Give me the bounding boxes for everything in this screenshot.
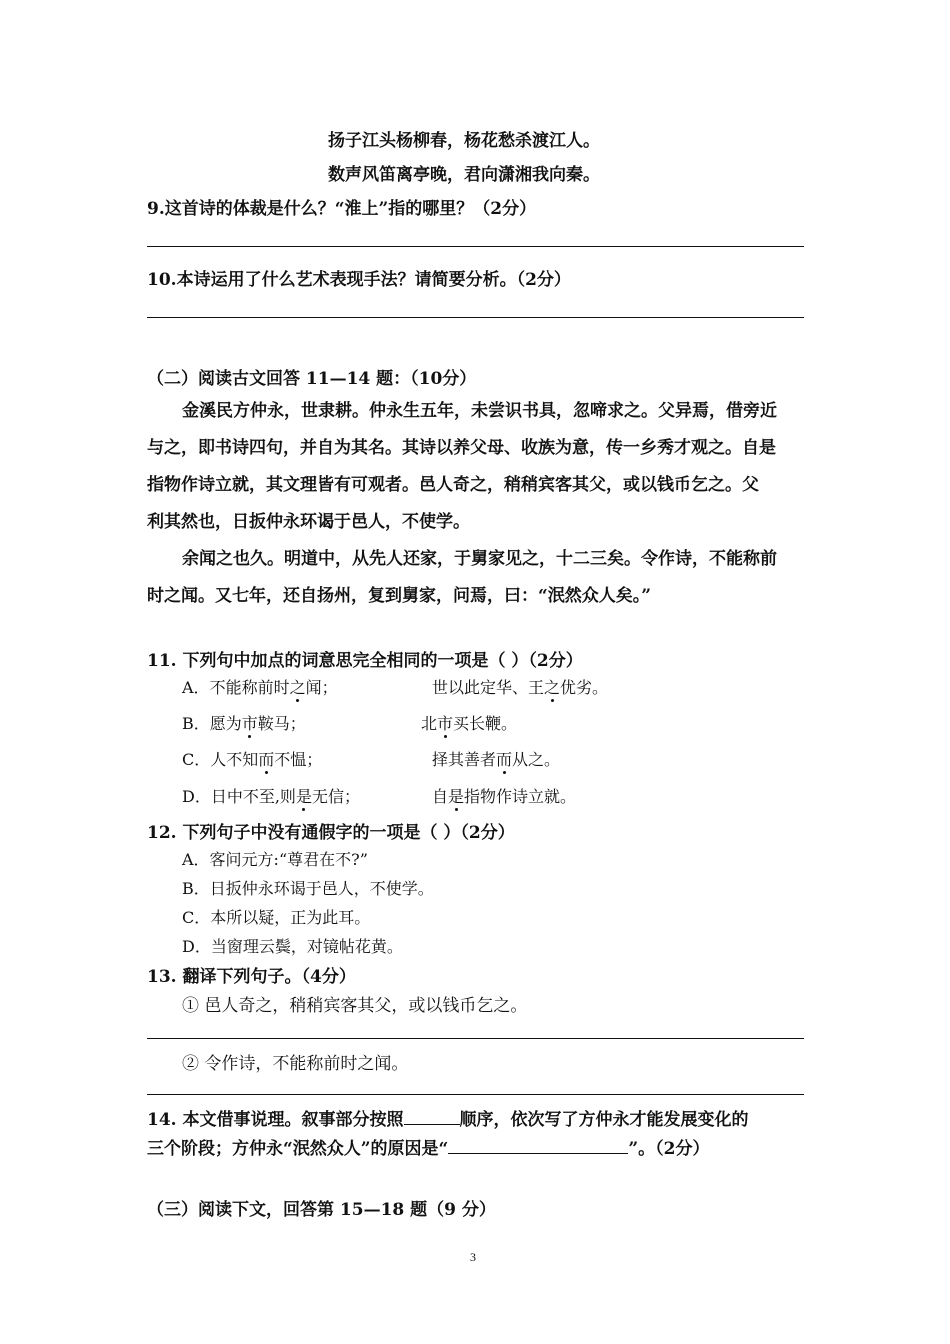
q12-option-b[interactable]: B．日扳仲永环谒于邑人，不使学。 xyxy=(182,879,434,898)
q13-sentence-1: ① 邑人奇之，稍稍宾客其父，或以钱币乞之。 xyxy=(182,996,528,1016)
q11-option-c-right: 择其善者而从之。 xyxy=(432,750,561,769)
poem-line-2: 数声风笛离亭晚，君向潇湘我向秦。 xyxy=(328,165,600,185)
option-label: D． xyxy=(182,787,211,806)
dotted-char: 是 xyxy=(295,787,312,806)
dotted-char: 之 xyxy=(544,678,561,697)
question-13: 13. 翻译下列句子。（4分） xyxy=(147,967,356,987)
dotted-char: 之 xyxy=(289,678,306,697)
question-12: 12. 下列句子中没有通假字的一项是（ ）（2分） xyxy=(147,823,515,843)
passage-line: 余闻之也久。明道中，从先人还家，于舅家见之，十二三矣。令作诗，不能称前 xyxy=(182,549,777,569)
dotted-char: 市 xyxy=(437,714,454,733)
question-10: 10.本诗运用了什么艺术表现手法？请简要分析。（2分） xyxy=(147,270,571,290)
section-2-heading: （二）阅读古文回答 11—14 题：（10分） xyxy=(147,369,477,389)
passage-line: 利其然也，日扳仲永环谒于邑人，不使学。 xyxy=(147,512,470,532)
q11-option-a-right: 世以此定华、王之优劣。 xyxy=(432,678,609,697)
question-11: 11. 下列句中加点的词意思完全相同的一项是（ ）（2分） xyxy=(147,651,583,671)
dotted-char: 而 xyxy=(258,750,275,769)
option-label: B． xyxy=(182,714,210,733)
fill-blank-order[interactable] xyxy=(404,1110,460,1125)
option-label: A． xyxy=(182,678,210,697)
page-number: 3 xyxy=(470,1250,476,1264)
passage-line: 与之，即书诗四句，并自为其名。其诗以养父母、收族为意，传一乡秀才观之。自是 xyxy=(147,438,776,458)
answer-line-13-2[interactable] xyxy=(147,1094,804,1095)
q13-sentence-2: ② 令作诗，不能称前时之闻。 xyxy=(182,1054,409,1074)
answer-line-13-1[interactable] xyxy=(147,1038,804,1039)
fill-blank-reason[interactable] xyxy=(448,1139,628,1154)
passage-line: 指物作诗立就，其文理皆有可观者。邑人奇之，稍稍宾客其父，或以钱币乞之。父 xyxy=(147,475,759,495)
q11-option-c-left[interactable]: C．人不知而不愠； xyxy=(182,750,323,769)
q12-option-c[interactable]: C．本所以疑，正为此耳。 xyxy=(182,908,371,927)
q11-option-a-left[interactable]: A．不能称前时之闻； xyxy=(182,678,338,697)
q11-option-b-right: 北市买长鞭。 xyxy=(421,714,518,733)
q11-option-b-left[interactable]: B．愿为市鞍马； xyxy=(182,714,306,733)
passage-line: 金溪民方仲永，世隶耕。仲永生五年，未尝识书具，忽啼求之。父异焉，借旁近 xyxy=(182,401,777,421)
q12-option-a[interactable]: A．客问元方:“尊君在不?” xyxy=(182,850,368,869)
dotted-char: 市 xyxy=(241,714,258,733)
option-label: C． xyxy=(182,750,211,769)
poem-line-1: 扬子江头杨柳春，杨花愁杀渡江人。 xyxy=(328,131,600,151)
dotted-char: 是 xyxy=(448,787,465,806)
answer-line-10[interactable] xyxy=(147,317,804,318)
answer-line-9[interactable] xyxy=(147,246,804,247)
q11-option-d-right: 自是指物作诗立就。 xyxy=(432,787,577,806)
q11-option-d-left[interactable]: D．日中不至,则是无信； xyxy=(182,787,360,806)
q12-option-d[interactable]: D．当窗理云鬓，对镜帖花黄。 xyxy=(182,937,403,956)
section-3-heading: （三）阅读下文，回答第 15—18 题（9 分） xyxy=(147,1200,496,1220)
question-9: 9.这首诗的体裁是什么？“淮上”指的哪里？（2分） xyxy=(147,199,537,219)
passage-line: 时之闻。又七年，还自扬州，复到舅家，问焉，曰：“泯然众人矣。” xyxy=(147,586,652,606)
dotted-char: 而 xyxy=(496,750,513,769)
question-14-line-1: 14. 本文借事说理。叙事部分按照 顺序，依次写了方仲永才能发展变化的 xyxy=(147,1110,749,1130)
question-14-line-2: 三个阶段；方仲永“泯然众人”的原因是“ ”。（2分） xyxy=(147,1139,710,1159)
